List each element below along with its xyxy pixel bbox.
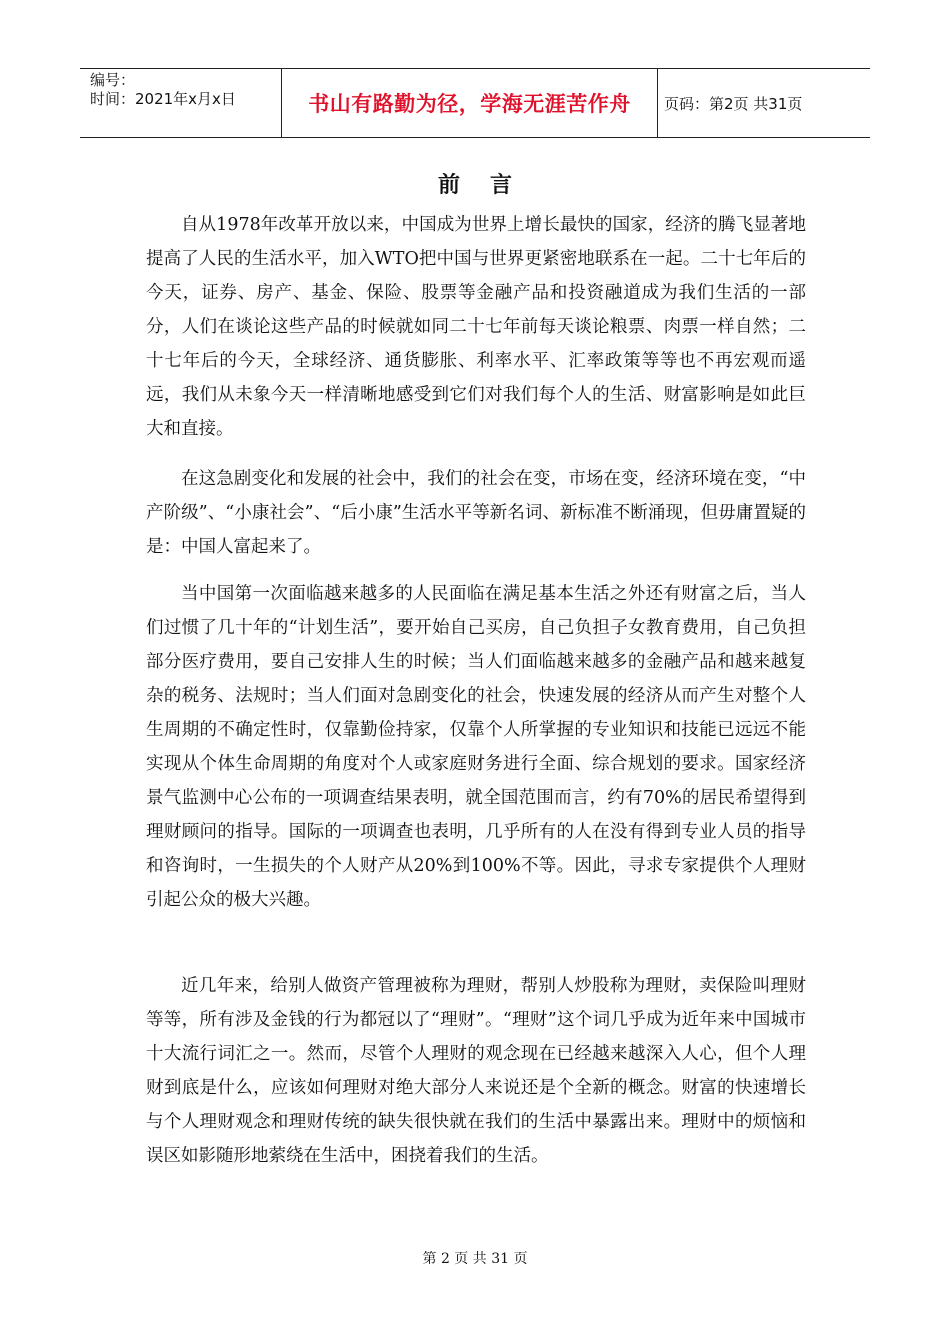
- paragraph-3-block: [146, 577, 806, 917]
- paragraph-4-block: [146, 969, 806, 1173]
- paragraph: 自从1978年改革开放以来，中国成为世界上增长最快的国家，经济的腾飞显著地提高了人民的生活水平，加入WTO把中国与世界更紧密地联系在一起。二十七年后的今天，证券、房产、基金、保险、股票等金融产品和投资融道成为我们生活的一部分，人们在谈论这些产品的时候就如同二十七年前每天谈论粮票、肉票一样自然；二十七年后的今天，全球经济、通货膨胀、利率水平、汇率政策等等也不再宏观而遥远，我们从未象今天一样清晰地感受到它们对我们每个人的生活、财富影响是如此巨大和直接。: [146, 215, 806, 439]
- paragraph: 近几年来，给别人做资产管理被称为理财，帮别人炒股称为理财，卖保险叫理财等等，所有涉及金钱的行为都冠以了“理财”。“理财”这个词几乎成为近年来中国城市十大流行词汇之一。然而，尽管个人理财的观念现在已经越来越深入人心，但个人理财到底是什么，应该如何理财对绝大部分人来说还是个全新的概念。财富的快速增长与个人理财观念和理财传统的缺失很快就在我们的生活中暴露出来。理财中的烦恼和误区如影随形地萦绕在生活中，困挠着我们的生活。: [146, 976, 806, 1166]
- header-page-info: 页码：第2页 共31页: [664, 94, 803, 113]
- page-footer: 第 2 页 共 31 页: [422, 1251, 528, 1267]
- page-title: 前言: [437, 172, 542, 198]
- paragraph: 当中国第一次面临越来越多的人民面临在满足基本生活之外还有财富之后，当人们过惯了几十年的“计划生活”，要开始自己买房，自己负担子女教育费用，自己负担部分医疗费用，要自己安排人生的时候；当人们面临越来越多的金融产品和越来越复杂的税务、法规时；当人们面对急剧变化的社会，快速发展的经济从而产生对整个人生周期的不确定性时，仅靠勤俭持家，仅靠个人所掌握的专业知识和技能已远远不能实现从个体生命周期的角度对个人或家庭财务进行全面、综合规划的要求。国家经济景气监测中心公布的一项调查结果表明，就全国范围而言，约有70%的居民希望得到理财顾问的指导。国际的一项调查也表明，几乎所有的人在没有得到专业人员的指导和咨询时，一生损失的个人财产从20%到100%不等。因此，寻求专家提供个人理财引起公众的极大兴趣。: [146, 584, 806, 910]
- paragraph-2-block: [146, 462, 806, 564]
- header-motto: 书山有路勤为径，学海无涯苦作舟: [282, 69, 658, 137]
- document-date: 时间：2021年x月x日: [90, 90, 236, 108]
- document-number-label: 编号：: [90, 71, 136, 89]
- header-meta-cell: [80, 69, 282, 137]
- paragraph-1-block: [146, 208, 806, 446]
- paragraph: 在这急剧变化和发展的社会中，我们的社会在变，市场在变，经济环境在变，“中产阶级”、“小康社会”、“后小康”生活水平等新名词、新标准不断涌现，但毋庸置疑的是：中国人富起来了。: [146, 469, 806, 557]
- header-table: [80, 68, 870, 138]
